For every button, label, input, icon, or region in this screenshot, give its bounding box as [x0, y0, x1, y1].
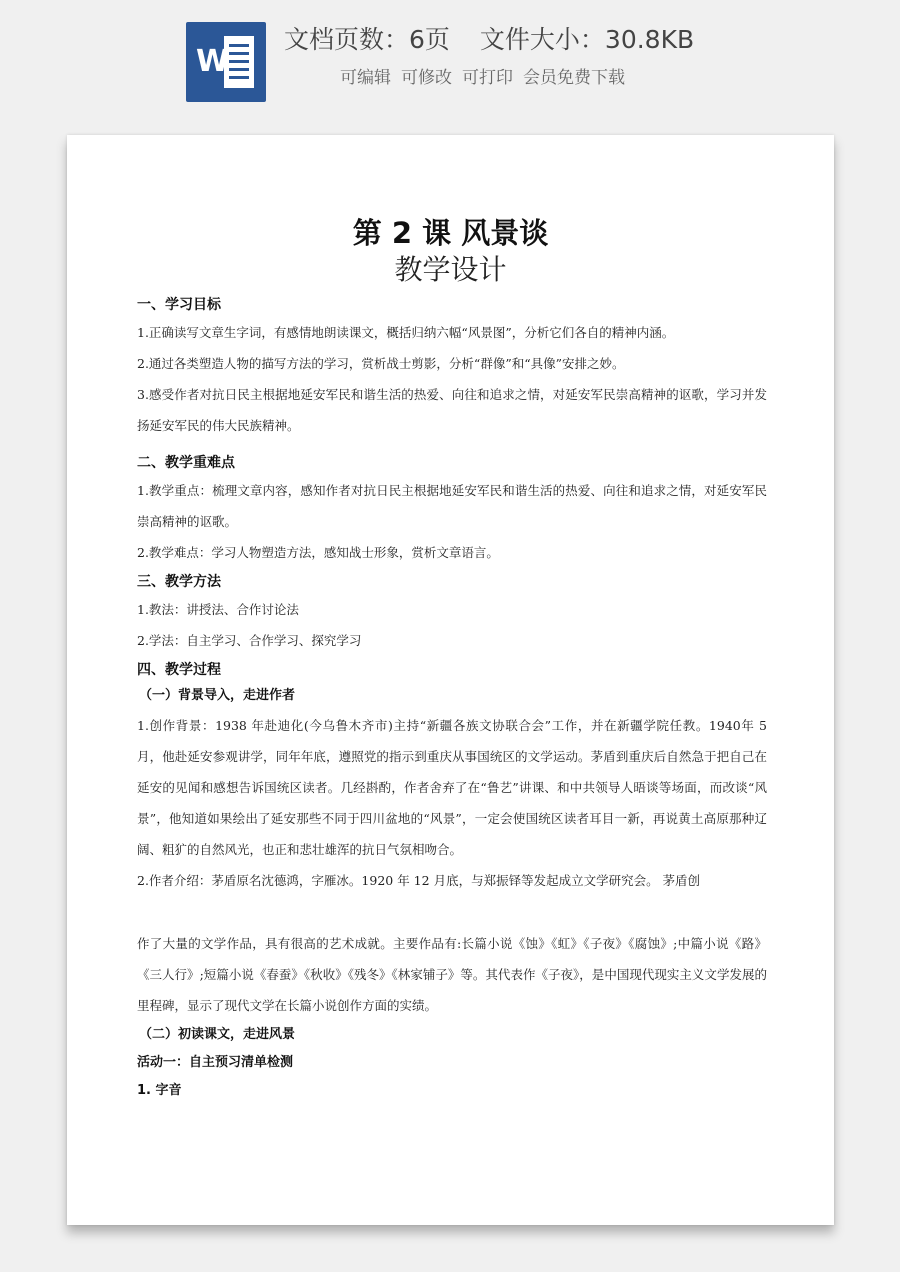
- file-info: [284, 22, 844, 58]
- background-paragraph: 1.创作背景：1938 年赴迪化(今乌鲁木齐市)主持“新疆各族文协联合会”工作，并在新疆学院任教。1940年 5 月，他赴延安参观讲学，同年年底，遵照党的指示到重庆从事国统区的文学运动。茅盾到重庆后自然急于把自己在延安的见闻和感想告诉国统区读者。几经斟酌，作者舍弃了在“鲁艺”讲课、和中共领导人晤谈等场面，而改谈“风景”，他知道如果绘出了延安那些不同于四川盆地的“风景”，一定会使国统区读者耳目一新，再说黄土高原那种辽阔、粗犷的自然风光，也正和悲壮雄浑的抗日气氛相吻合。: [137, 718, 767, 857]
- author-intro-paragraph: 2.作者介绍：茅盾原名沈德鸿，字雁冰。1920 年 12 月底，与郑振铎等发起成立文学研究会。 茅盾创: [137, 873, 701, 888]
- feature-member-download: 会员免费下载: [523, 68, 625, 88]
- author-works-paragraph: 作了大量的文学作品，具有很高的艺术成就。主要作品有:长篇小说《蚀》《虹》《子夜》《腐蚀》;中篇小说《路》《三人行》;短篇小说《春蚕》《秋收》《残冬》《林家铺子》等。其代表作《子夜》，是中国现代现实主义文学发展的里程碑，显示了现代文学在长篇小说创作方面的实绩。: [137, 936, 767, 1013]
- document-subtitle: 教学设计: [394, 253, 507, 286]
- objective-item-3: 3.感受作者对抗日民主根据地延安军民和谐生活的热爱、向往和追求之情，对延安军民崇高精神的讴歌，学习并发扬延安军民的伟大民族精神。: [137, 387, 767, 433]
- method-item-2: 2.学法：自主学习、合作学习、探究学习: [137, 633, 362, 648]
- page-count: 文档页数：6页: [284, 25, 450, 54]
- section-heading-objectives: 一、学习目标: [137, 297, 221, 313]
- feature-printable: 可打印: [462, 68, 513, 88]
- file-size: 文件大小：30.8KB: [479, 25, 695, 54]
- pronunciation-item: 1. 字音: [137, 1083, 182, 1098]
- word-letter: W: [196, 44, 230, 79]
- feature-list: [340, 64, 760, 92]
- key-point-item-2: 2.教学难点：学习人物塑造方法，感知战士形象，赏析文章语言。: [137, 545, 499, 560]
- download-banner: [0, 0, 900, 120]
- section-heading-methods: 三、教学方法: [137, 574, 221, 590]
- document-page: [67, 135, 834, 1225]
- subsection-heading-background: （一）背景导入，走进作者: [139, 688, 296, 703]
- feature-editable: 可编辑: [340, 68, 391, 88]
- section-heading-process: 四、教学过程: [137, 662, 221, 678]
- activity-heading: 活动一：自主预习清单检测: [137, 1055, 294, 1070]
- document-title: 第 2 课 风景谈: [352, 216, 549, 250]
- objective-item-2: 2.通过各类塑造人物的描写方法的学习，赏析战士剪影，分析“群像”和“具像”安排之妙。: [137, 356, 625, 371]
- objective-item-1: 1.正确读写文章生字词，有感情地朗读课文，概括归纳六幅“风景图”，分析它们各自的精神内涵。: [137, 325, 675, 340]
- feature-modifiable: 可修改: [401, 68, 452, 88]
- key-point-item-1: 1.教学重点：梳理文章内容，感知作者对抗日民主根据地延安军民和谐生活的热爱、向往和追求之情，对延安军民崇高精神的讴歌。: [137, 483, 767, 529]
- section-heading-key-points: 二、教学重难点: [137, 455, 235, 471]
- word-document-icon: [186, 22, 266, 102]
- subsection-heading-first-reading: （二）初读课文，走进风景: [139, 1027, 296, 1042]
- method-item-1: 1.教法：讲授法、合作讨论法: [137, 602, 299, 617]
- document-body: [137, 291, 767, 1105]
